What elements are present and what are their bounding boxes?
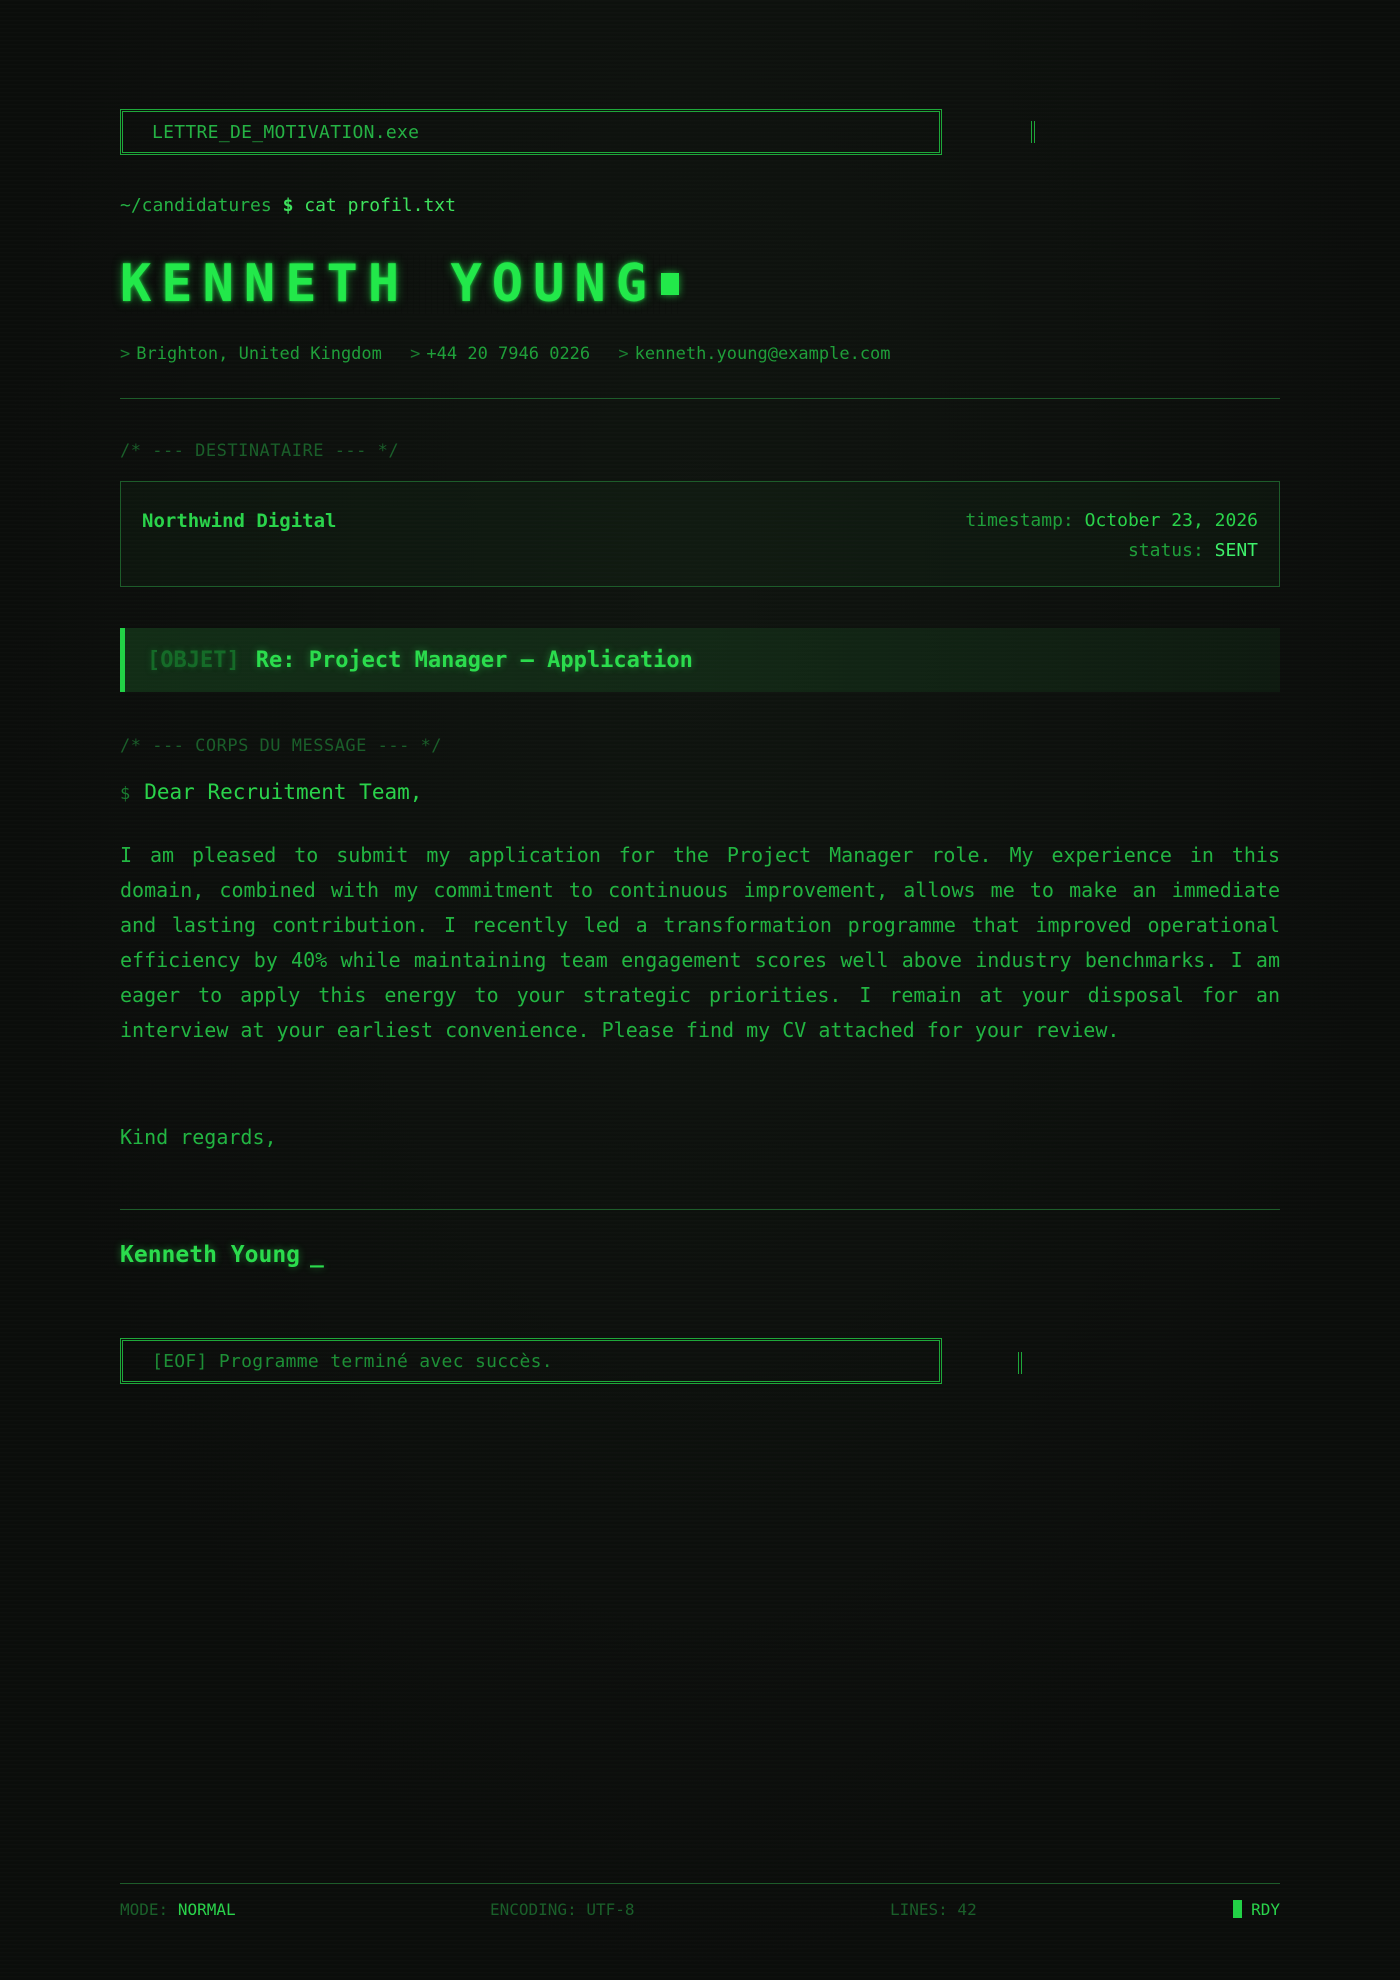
status-ready	[1233, 1900, 1280, 1919]
contact-email: > kenneth.young@example.com	[618, 344, 891, 364]
status-label: status:	[1127, 540, 1204, 561]
footer-divider	[120, 1883, 1280, 1884]
status-bar	[120, 1900, 1280, 1924]
prompt-marker-icon: >	[120, 344, 131, 364]
status-row	[965, 536, 1258, 566]
eof-bar-marker	[1018, 1352, 1022, 1374]
timestamp-value: October 23, 2026	[1084, 510, 1258, 531]
window-title-box	[120, 109, 942, 155]
signature-divider	[120, 1209, 1280, 1210]
signature-name: Kenneth Young	[120, 1242, 301, 1268]
greeting-prompt-symbol: $	[120, 784, 131, 804]
mode-label: MODE:	[120, 1900, 169, 1919]
subject-text: Re: Project Manager — Application	[255, 647, 693, 673]
timestamp-row	[965, 506, 1258, 536]
ready-text: RDY	[1251, 1900, 1280, 1919]
contact-line	[120, 344, 909, 364]
shell-prompt	[120, 195, 456, 216]
header-divider	[120, 398, 1280, 399]
eof-box	[120, 1338, 942, 1384]
status-badge: SENT	[1214, 540, 1258, 561]
recipient-meta	[965, 506, 1258, 566]
recipient-company: Northwind Digital	[142, 510, 337, 532]
window-title: LETTRE_DE_MOTIVATION.exe	[152, 121, 420, 143]
eof-message: [EOF] Programme terminé avec succès.	[152, 1350, 553, 1372]
prompt-path: ~/candidatures	[120, 195, 272, 216]
status-encoding: ENCODING: UTF-8	[490, 1900, 635, 1919]
cover-letter-page	[120, 0, 1280, 1980]
applicant-name: KENNETH YOUNG	[120, 254, 657, 314]
status-lines: LINES: 42	[890, 1900, 977, 1919]
contact-phone: > +44 20 7946 0226	[410, 344, 591, 364]
prompt-symbol: $	[282, 195, 294, 216]
prompt-command: cat profil.txt	[304, 195, 456, 216]
greeting-line	[120, 780, 422, 804]
recipient-box	[120, 481, 1280, 587]
signature-cursor: _	[310, 1242, 324, 1268]
closing-line: Kind regards,	[120, 1125, 277, 1149]
prompt-marker-icon: >	[410, 344, 421, 364]
mode-value: NORMAL	[177, 1900, 236, 1919]
body-section-comment: /* --- CORPS DU MESSAGE --- */	[120, 736, 443, 756]
signature	[120, 1242, 324, 1268]
prompt-marker-icon: >	[618, 344, 629, 364]
status-mode	[120, 1900, 236, 1919]
subject-line	[120, 628, 1280, 692]
ready-block-icon	[1233, 1900, 1242, 1918]
contact-location: > Brighton, United Kingdom	[120, 344, 382, 364]
title-bar-marker	[1031, 121, 1035, 143]
recipient-section-comment: /* --- DESTINATAIRE --- */	[120, 441, 400, 461]
greeting-text: Dear Recruitment Team,	[144, 780, 423, 804]
subject-tag: [OBJET]	[147, 647, 240, 673]
letter-body-paragraph: I am pleased to submit my application for the Project Manager role. My experience in this domain, combined with my commitment to continuous improvement, allows me to make an immediate and lasting contribution. I recently led a transformation programme that improved operational efficiency by 40% while maintaining team engagement scores well above industry benchmarks. I am eager to apply this energy to your strategic priorities. I remain at your disposal for an interview at your earliest convenience. Please find my CV attached for your review.	[120, 843, 1280, 1042]
applicant-name-heading	[120, 254, 679, 314]
block-cursor-icon	[661, 273, 679, 295]
timestamp-label: timestamp:	[965, 510, 1074, 531]
